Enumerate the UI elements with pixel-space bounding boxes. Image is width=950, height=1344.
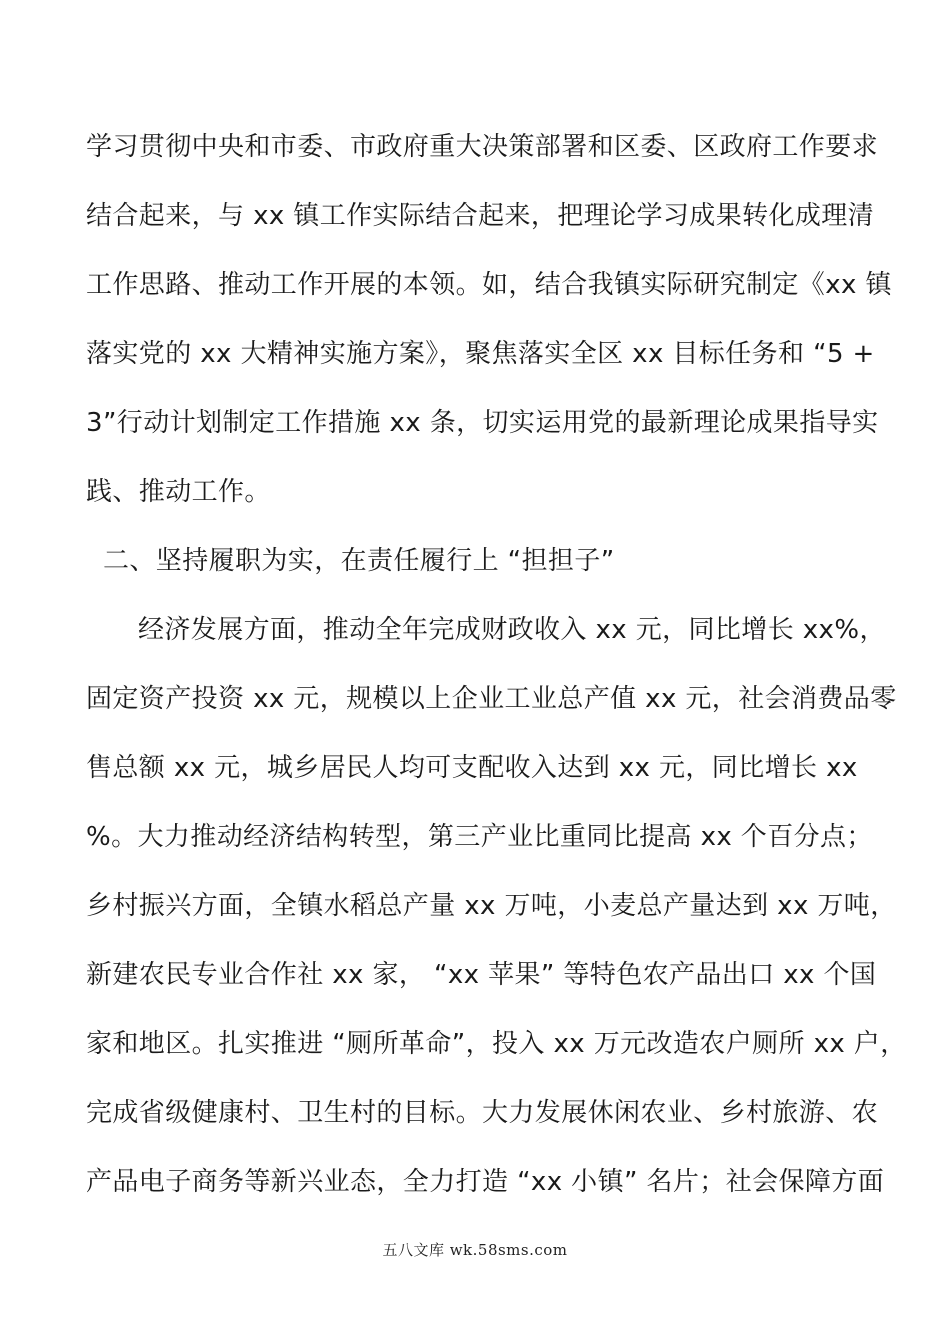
text-line: 售总额 xx 元，城乡居民人均可支配收入达到 xx 元，同比增长 xx [86, 753, 858, 783]
text-line: %。大力推动经济结构转型，第三产业比重同比提高 xx 个百分点； [86, 822, 873, 852]
text-line: 乡村振兴方面，全镇水稻总产量 xx 万吨，小麦总产量达到 xx 万吨， [86, 891, 897, 921]
text-line: 践、推动工作。 [86, 477, 271, 507]
text-line: 产品电子商务等新兴业态，全力打造 “xx 小镇” 名片；社会保障方面 [86, 1167, 885, 1197]
text-line: 工作思路、推动工作开展的本领。如，结合我镇实际研究制定《xx 镇 [86, 270, 892, 300]
page-footer-watermark: 五八文库 wk.58sms.com [382, 1241, 568, 1259]
text-line: 完成省级健康村、卫生村的目标。大力发展休闲农业、乡村旅游、农 [86, 1098, 879, 1128]
text-line: 3”行动计划制定工作措施 xx 条，切实运用党的最新理论成果指导实 [86, 408, 879, 438]
text-line: 结合起来，与 xx 镇工作实际结合起来，把理论学习成果转化成理清 [86, 201, 875, 231]
text-line: 落实党的 xx 大精神实施方案》，聚焦落实全区 xx 目标任务和 “5 + [86, 339, 875, 369]
text-line: 固定资产投资 xx 元，规模以上企业工业总产值 xx 元，社会消费品零 [86, 684, 897, 714]
paragraph-first-line: 经济发展方面，推动全年完成财政收入 xx 元，同比增长 xx%， [138, 615, 886, 645]
text-line: 家和地区。扎实推进 “厕所革命”，投入 xx 万元改造农户厕所 xx 户， [86, 1029, 907, 1059]
text-line: 学习贯彻中央和市委、市政府重大决策部署和区委、区政府工作要求 [86, 132, 879, 162]
text-line: 新建农民专业合作社 xx 家， “xx 苹果” 等特色农产品出口 xx 个国 [86, 960, 877, 990]
section-heading: 二、坚持履职为实，在责任履行上 “担担子” [103, 546, 615, 576]
